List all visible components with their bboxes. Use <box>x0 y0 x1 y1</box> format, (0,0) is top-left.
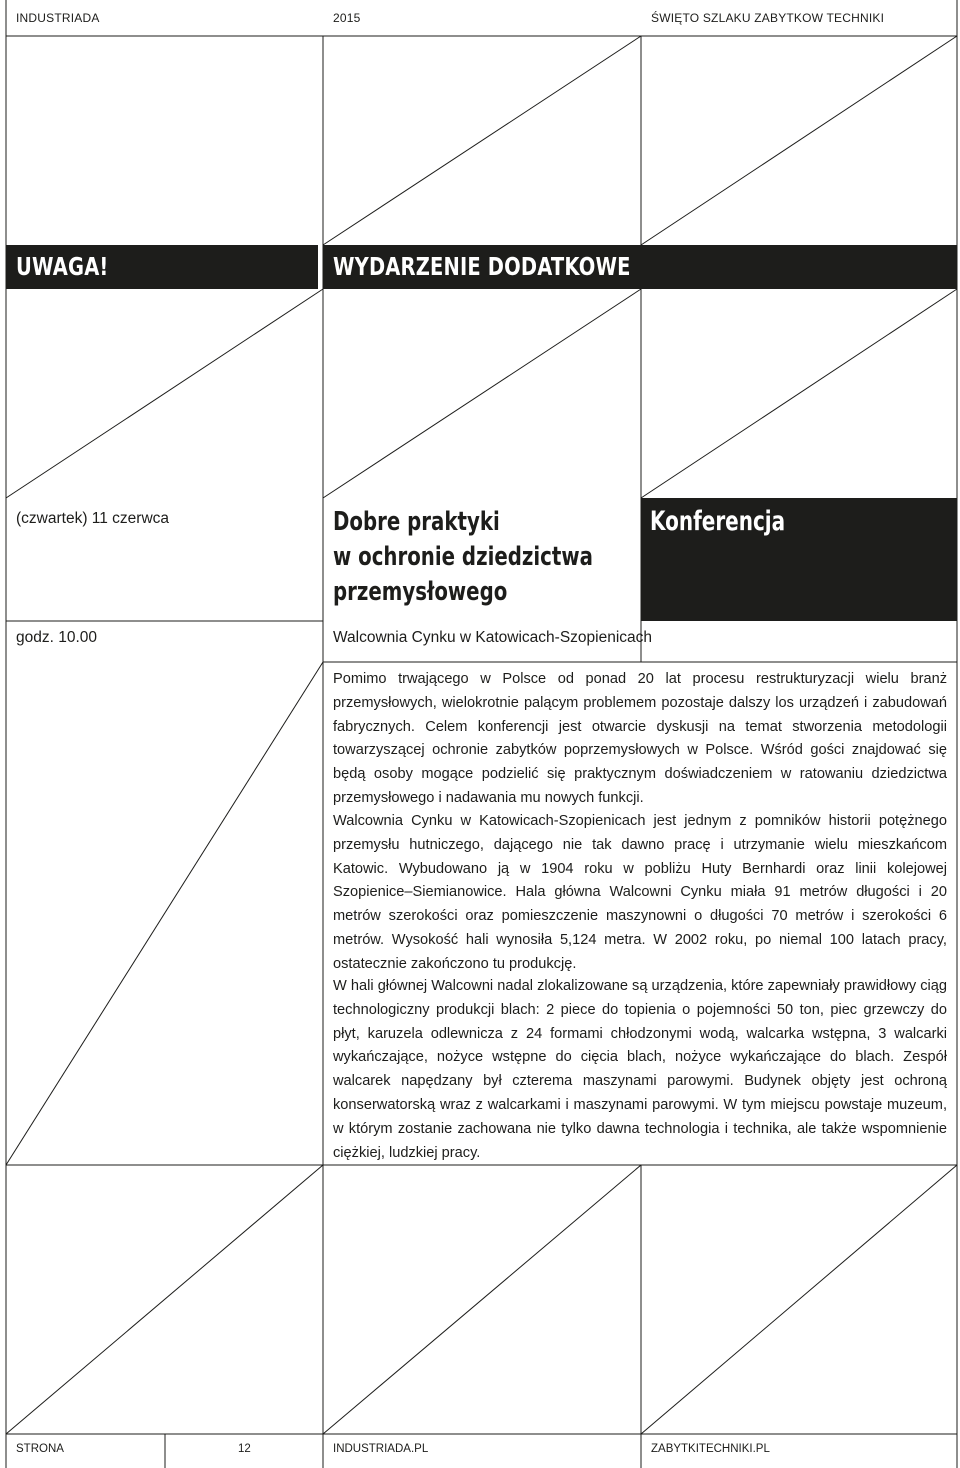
event-date: (czwartek) 11 czerwca <box>16 510 170 527</box>
event-time: godz. 10.00 <box>16 629 98 646</box>
alert-label: UWAGA! <box>16 252 109 281</box>
paragraph-history: Walcownia Cynku w Katowicach-Szopienicach jest jednym z pomników historii potężnego przemysłu hutniczego, dającego nie tak dawno pracę i utrzymanie wielu mieszkańcom Katowic. Wybudowano ją w 1904 roku w pobliżu Huty Bernhardi oraz linii kolejowej Szopienice–Siemianowice. Hala główna Walcowni Cynku miała 91 metrów długości i 20 metrów szerokości oraz pomieszczenie maszynowni o długości 70 metrów i szerokości 6 metrów. Wysokość hali wynosiła 5,124 metra. W 2002 roku, po niemal 100 latach pracy, ostatecznie zakończono tu produkcję. <box>333 813 947 972</box>
event-category: Konferencja <box>650 506 786 537</box>
paragraph-intro: Pomimo trwającego w Polsce od ponad 20 lat procesu restrukturyzacji wielu branż przemysłowych, wielokrotnie palącym problemem pozostaje dalszy los urządzeń i zabudowań fabrycznych. Celem konferencji jest otwarcie dyskusji na temat stworzenia metodologii towarzyszącej ochronie zabytków poprzemysłowych w Polsce. Wśród gości znajdować się będą osoby mogące podzielić się praktycznym doświadczeniem w ratowaniu dziedzictwa przemysłowego i nadawania mu nowych funkcji. <box>333 671 947 806</box>
event-title-line-2: w ochronie dziedzictwa <box>333 542 593 572</box>
header-year: 2015 <box>333 11 361 25</box>
event-title-line-1: Dobre praktyki <box>333 507 500 537</box>
paragraph-equipment: W hali głównej Walcowni nadal zlokalizowane są urządzenia, które zapewniały prawidłowy ciąg technologiczny produkcji blach: 2 piece do topienia o pojemności 50 ton, piec grzewczy do płyt, karuzela odlewnicza z 24 formami chłodzonymi wodą, walcarka wstępna, 3 walcarki wykańczające, nożyce wstępne do cięcia blach, nożyce wykańczające do blach. Zespół walcarek napędzany był czterema maszynami parowymi. Budynek objęty jest ochroną konserwatorską wraz z walcarkami i maszynami parowymi. W tym miejscu powstaje muzeum, w którym zostanie zachowana nie tylko dawna technologia i technika, ale także wspomnienie ciężkiej, ludzkiej pracy. <box>333 978 947 1161</box>
header-festival: ŚWIĘTO SZLAKU ZABYTKOW TECHNIKI <box>651 11 885 25</box>
event-title-line-3: przemysłowego <box>333 577 508 607</box>
event-title <box>333 505 593 610</box>
footer-site-zabytkitechniki[interactable]: ZABYTKITECHNIKI.PL <box>651 1443 770 1455</box>
footer-page-number: 12 <box>238 1443 251 1455</box>
footer-site-industriada[interactable]: INDUSTRIADA.PL <box>333 1443 429 1455</box>
event-type-label: WYDARZENIE DODATKOWE <box>333 252 631 281</box>
header-brand: INDUSTRIADA <box>16 11 100 25</box>
footer-page-label: STRONA <box>16 1443 64 1455</box>
event-venue: Walcownia Cynku w Katowicach-Szopienicach <box>333 629 653 646</box>
